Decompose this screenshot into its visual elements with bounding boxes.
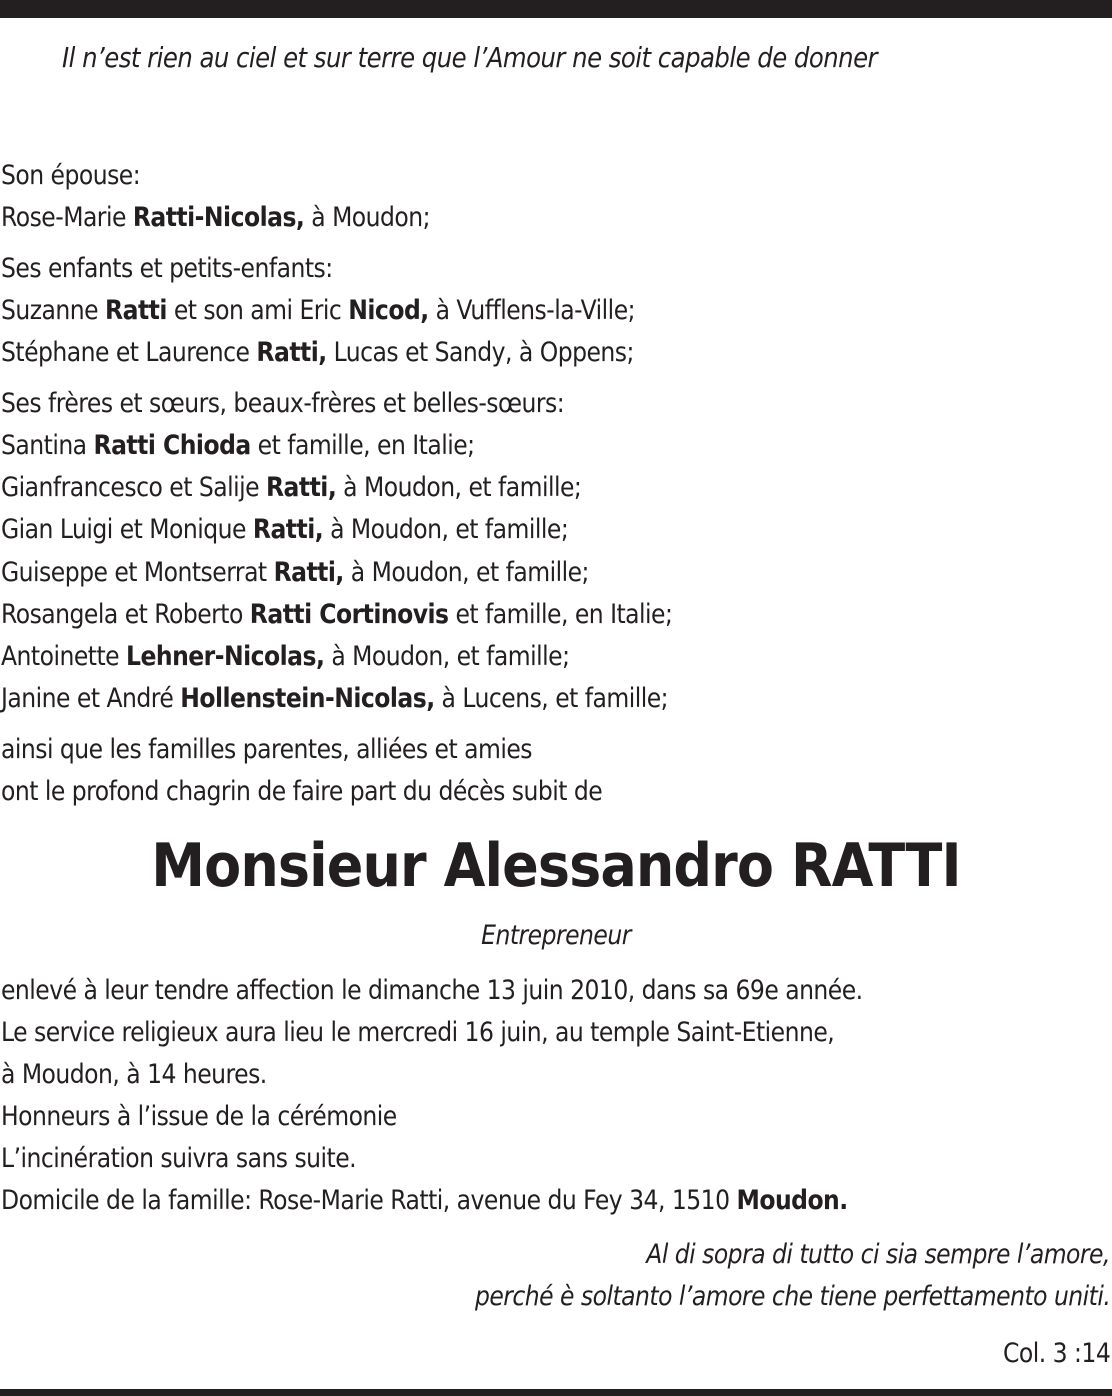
sibling-place: et famille, en Italie; [448, 599, 673, 630]
sibling-surname: Ratti, [273, 557, 344, 588]
sibling-surname: Lehner-Nicolas, [126, 641, 325, 672]
sibling-line [1, 597, 672, 633]
child-1-first: Suzanne [1, 295, 106, 326]
sibling-first: Santina [1, 430, 94, 461]
details-line-4: Honneurs à l’issue de la cérémonie [1, 1101, 397, 1132]
sibling-place: à Moudon, et famille; [324, 641, 570, 672]
sibling-first: Gian Luigi et Monique [1, 514, 253, 545]
sibling-first: Janine et André [1, 683, 181, 714]
spouse-first: Rose-Marie [1, 202, 133, 233]
children-heading: Ses enfants et petits-enfants: [1, 253, 333, 284]
spouse-surname: Ratti-Nicolas, [132, 202, 305, 233]
domicile-town: Moudon. [736, 1185, 848, 1216]
verse-reference: Col. 3 :14 [1002, 1338, 1110, 1369]
child-1-place: à Vufflens-la-Ville; [428, 295, 636, 326]
deceased-name: Monsieur Alessandro RATTI [151, 831, 961, 901]
announce-line-2: ont le profond chagrin de faire part du décès subit de [1, 776, 603, 807]
spouse-place: à Moudon; [304, 202, 431, 233]
details-line-5: L’incinération suivra sans suite. [1, 1143, 357, 1174]
sibling-first: Gianfrancesco et Salije [1, 472, 266, 503]
children-line-2 [1, 335, 634, 371]
children-line-1 [1, 293, 635, 329]
child-1-surname: Ratti [105, 295, 167, 326]
sibling-surname: Ratti Cortinovis [249, 599, 449, 630]
child-2-place: Lucas et Sandy, à Oppens; [326, 337, 634, 368]
child-2-first: Stéphane et Laurence [1, 337, 257, 368]
deceased-profession: Entrepreneur [481, 920, 631, 951]
sibling-line [1, 428, 475, 464]
sibling-surname: Ratti, [252, 514, 324, 545]
spouse-line [1, 200, 430, 236]
siblings-heading: Ses frères et sœurs, beaux-frères et belles-sœurs: [1, 388, 565, 419]
sibling-place: à Moudon, et famille; [336, 472, 582, 503]
sibling-surname: Ratti Chioda [93, 430, 251, 461]
sibling-line [1, 555, 589, 591]
spouse-heading: Son épouse: [1, 160, 141, 191]
details-line-2: Le service religieux aura lieu le mercredi 16 juin, au temple Saint-Etienne, [1, 1017, 835, 1048]
announce-line-1: ainsi que les familles parentes, alliées et amies [1, 734, 532, 765]
details-line-3: à Moudon, à 14 heures. [1, 1059, 267, 1090]
verse-line-2: perché è soltanto l’amore che tiene perfettamento uniti. [474, 1281, 1110, 1312]
sibling-place: à Moudon, et famille; [323, 514, 569, 545]
sibling-first: Antoinette [1, 641, 127, 672]
verse-line-1: Al di sopra di tutto ci sia sempre l’amore, [646, 1239, 1110, 1270]
child-1-partner-surname: Nicod, [348, 295, 429, 326]
details-line-1: enlevé à leur tendre affection le dimanche 13 juin 2010, dans sa 69e année. [1, 975, 863, 1006]
sibling-line [1, 512, 568, 548]
epigraph: Il n’est rien au ciel et sur terre que l’Amour ne soit capable de donner [62, 41, 878, 74]
sibling-line [1, 639, 569, 675]
domicile-line [1, 1183, 848, 1219]
sibling-surname: Ratti, [265, 472, 337, 503]
top-rule [0, 0, 1112, 18]
child-2-surname: Ratti, [256, 337, 327, 368]
sibling-place: à Moudon, et famille; [343, 557, 589, 588]
sibling-line [1, 681, 668, 717]
sibling-first: Guiseppe et Montserrat [1, 557, 274, 588]
sibling-line [1, 470, 581, 506]
sibling-first: Rosangela et Roberto [1, 599, 250, 630]
sibling-place: et famille, en Italie; [250, 430, 475, 461]
sibling-surname: Hollenstein-Nicolas, [180, 683, 435, 714]
sibling-place: à Lucens, et famille; [434, 683, 669, 714]
domicile-address: Domicile de la famille: Rose-Marie Ratti, avenue du Fey 34, 1510 [1, 1185, 737, 1216]
child-1-partner: et son ami Eric [166, 295, 349, 326]
bottom-rule [0, 1389, 1112, 1396]
